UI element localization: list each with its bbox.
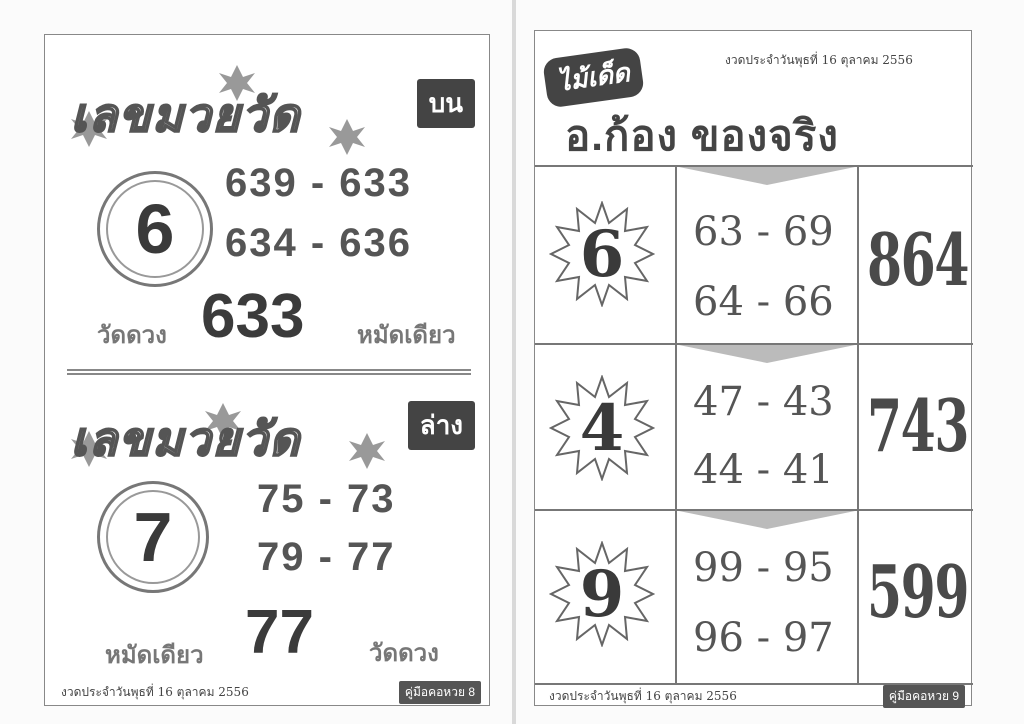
row-1-pair-2: 64 - 66 — [693, 279, 834, 325]
row-1-burst — [549, 201, 655, 307]
top-digit: 6 — [106, 180, 204, 278]
top-section-tag: บน — [417, 79, 475, 128]
row-1-digit: 6 — [579, 216, 625, 292]
row-2-pair-1: 47 - 43 — [693, 379, 834, 425]
top-right-label: หมัดเดียว — [357, 322, 456, 349]
row-3-digit: 9 — [579, 556, 625, 632]
page-fold — [512, 0, 516, 724]
top-pair-1: 639 - 633 — [225, 161, 413, 205]
row-1-big-number: 864 — [867, 217, 969, 302]
row-2-big-number: 743 — [867, 383, 969, 468]
right-page-title: อ.ก้อง ของจริง — [565, 112, 839, 159]
top-digit-ring — [97, 171, 213, 287]
brand-badge: ไม้เด็ด — [542, 46, 645, 108]
table-col-line-2 — [857, 165, 859, 683]
row-1-chevron — [679, 167, 855, 185]
row-2-burst — [549, 375, 655, 481]
row-1-pair-1: 63 - 69 — [693, 209, 834, 255]
left-footer-date: งวดประจำวันพุธที่ 16 ตุลาคม 2556 — [61, 685, 249, 699]
row-2-chevron — [679, 345, 855, 363]
bottom-digit: 7 — [106, 490, 200, 584]
bottom-right-label: วัดดวง — [369, 640, 439, 667]
row-2-pair-2: 44 - 41 — [693, 447, 834, 493]
left-footer-page: คู่มือคอหวย 8 — [399, 681, 481, 704]
right-footer-date: งวดประจำวันพุธที่ 16 ตุลาคม 2556 — [549, 689, 737, 703]
row-3-chevron — [679, 511, 855, 529]
bottom-digit-ring — [97, 481, 209, 593]
row-2-digit: 4 — [579, 390, 625, 466]
row-3-pair-1: 99 - 95 — [693, 545, 834, 591]
bottom-left-label: หมัดเดียว — [105, 642, 204, 669]
top-section-title: เลขมวยวัด — [71, 88, 302, 142]
right-footer-page: คู่มือคอหวย 9 — [883, 685, 965, 708]
right-page — [534, 30, 972, 706]
row-3-pair-2: 96 - 97 — [693, 615, 834, 661]
bottom-pair-1: 75 - 73 — [257, 477, 396, 521]
table-col-line-1 — [675, 165, 677, 683]
section-divider — [67, 369, 471, 375]
bottom-pair-2: 79 - 77 — [257, 535, 396, 579]
top-big-number: 633 — [201, 282, 305, 351]
bottom-section-tag: ล่าง — [408, 401, 475, 450]
row-3-big-number: 599 — [867, 549, 969, 634]
top-left-label: วัดดวง — [97, 322, 167, 349]
left-page — [44, 34, 490, 706]
top-pair-2: 634 - 636 — [225, 221, 413, 265]
bottom-big-number: 77 — [245, 598, 314, 667]
bottom-section-title: เลขมวยวัด — [71, 412, 302, 466]
right-header-date: งวดประจำวันพุธที่ 16 ตุลาคม 2556 — [725, 53, 913, 67]
row-3-burst — [549, 541, 655, 647]
